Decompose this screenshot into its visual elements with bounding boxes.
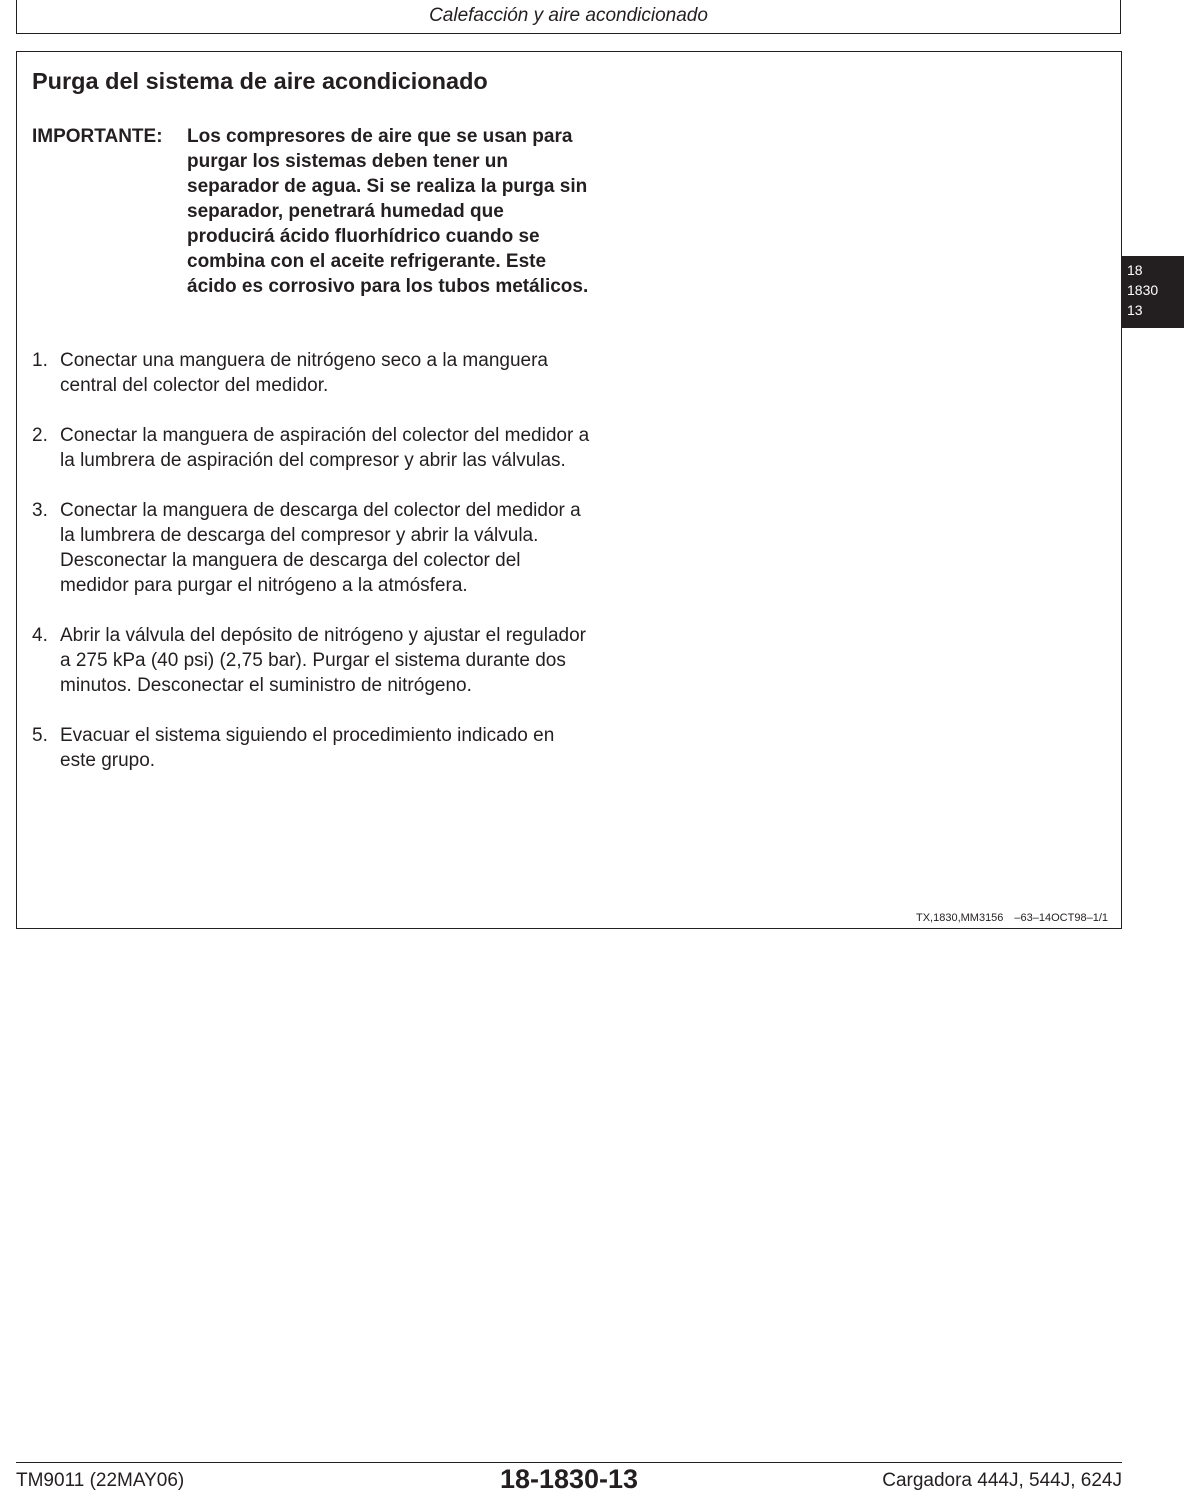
- step-item: [32, 623, 592, 698]
- tab-section: 1830: [1127, 282, 1159, 298]
- step-number: 4.: [32, 625, 48, 646]
- step-text: Conectar la manguera de aspiración del colector del medidor a la lumbrera de aspiración del compresor y abrir las válvulas.: [60, 425, 590, 471]
- step-text: Conectar una manguera de nitrógeno seco a la manguera central del colector del medidor.: [60, 350, 548, 396]
- step-text: Evacuar el sistema siguiendo el procedimiento indicado en este grupo.: [60, 725, 555, 771]
- section-title: Purga del sistema de aire acondicionado: [32, 68, 488, 94]
- footer-manual-id: TM9011 (22MAY06): [16, 1470, 185, 1491]
- section-tab: [1121, 256, 1184, 328]
- important-note: [32, 124, 592, 299]
- important-text: Los compresores de aire que se usan para purgar los sistemas deben tener un separador de agua. Si se realiza la purga sin separador, penetrará humedad que producirá ácido fluorhídrico cuando se combina con el aceite refrigerante. Este ácido es corrosivo para los tubos metálicos.: [187, 126, 589, 297]
- step-item: [32, 348, 592, 398]
- tab-page: 13: [1127, 302, 1143, 318]
- step-number: 5.: [32, 725, 48, 746]
- step-item: [32, 498, 592, 598]
- tab-group: 18: [1127, 262, 1143, 278]
- document-code: TX,1830,MM3156 –63–14OCT98–1/1: [915, 912, 1108, 924]
- step-number: 1.: [32, 350, 48, 371]
- step-item: [32, 723, 592, 773]
- step-item: [32, 423, 592, 473]
- step-number: 3.: [32, 500, 48, 521]
- step-text: Conectar la manguera de descarga del colector del medidor a la lumbrera de descarga del compresor y abrir la válvula. Desconectar la manguera de descarga del colector del medidor para purgar el nitrógeno a la atmósfera.: [60, 500, 581, 596]
- running-header: Calefacción y aire acondicionado: [16, 0, 1121, 34]
- procedure-steps: [32, 348, 592, 798]
- step-number: 2.: [32, 425, 48, 446]
- step-text: Abrir la válvula del depósito de nitrógeno y ajustar el regulador a 275 kPa (40 psi) (2,75 bar). Purgar el sistema durante dos minutos. Desconectar el suministro de nitrógeno.: [60, 625, 586, 696]
- footer-models: Cargadora 444J, 544J, 624J: [882, 1470, 1122, 1491]
- section-box: [16, 51, 1122, 929]
- footer-page-number: 18-1830-13: [499, 1464, 639, 1494]
- important-label: IMPORTANTE:: [32, 126, 163, 147]
